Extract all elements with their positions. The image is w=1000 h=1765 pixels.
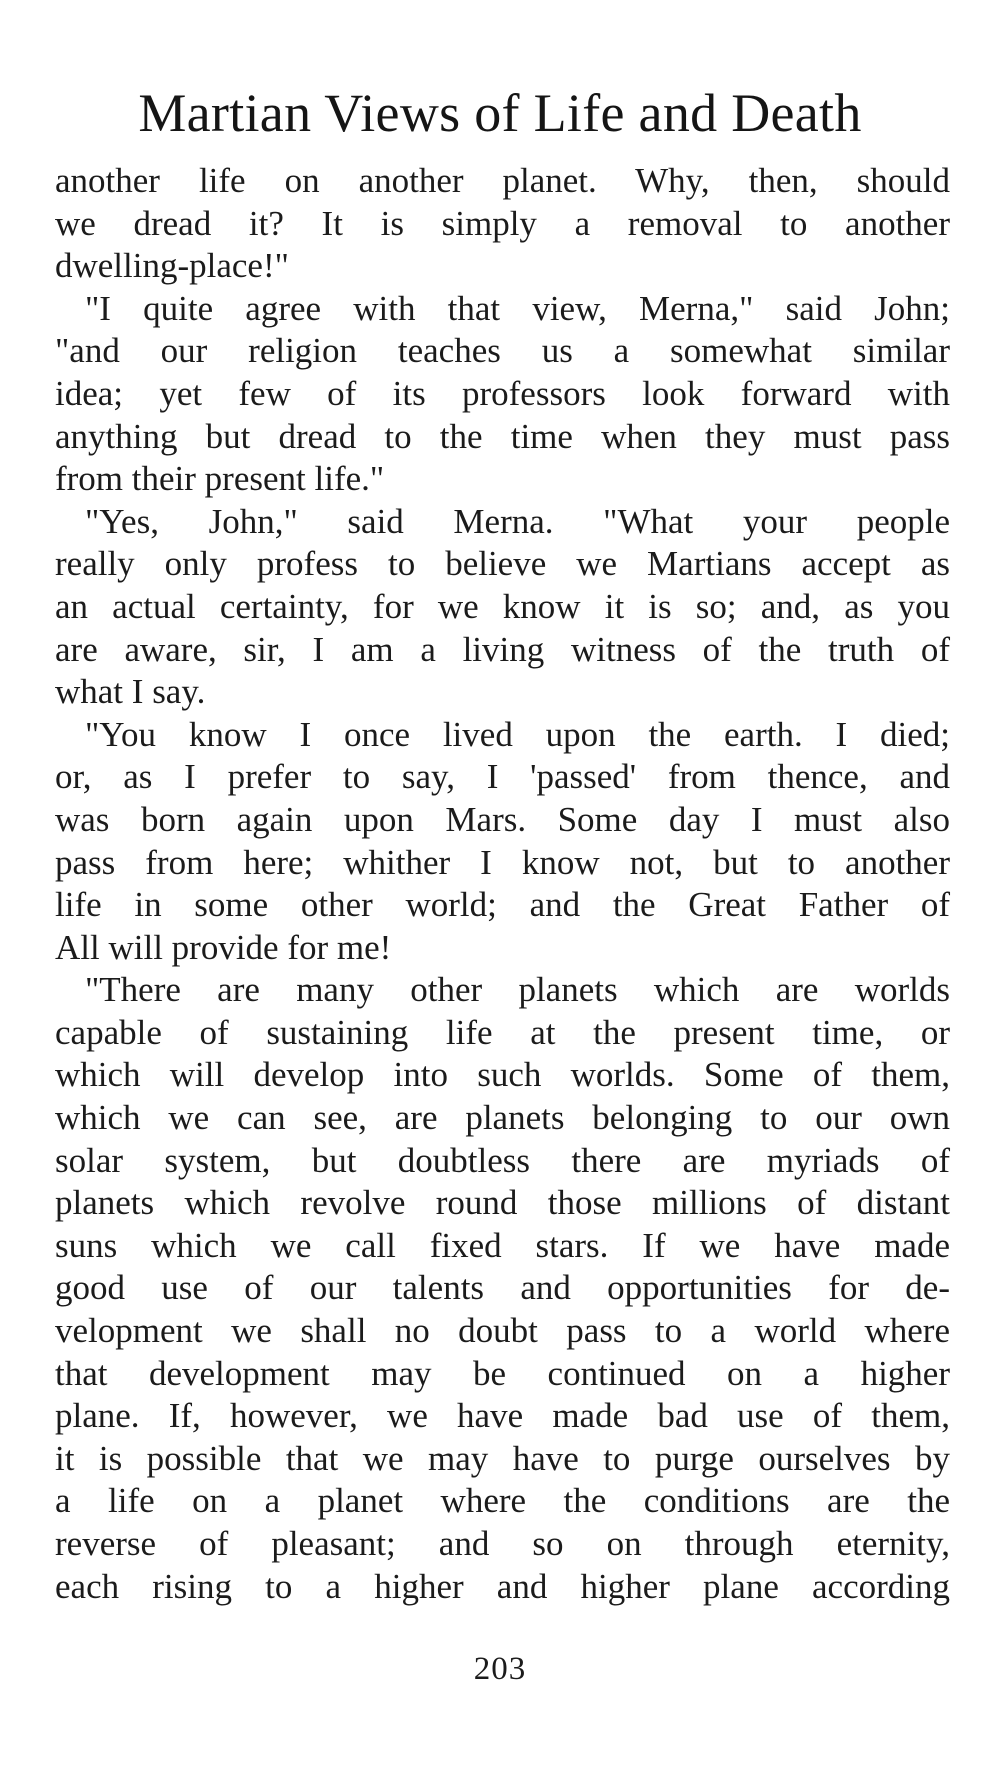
text-line: capable of sustaining life at the present time, or: [55, 1012, 950, 1052]
text-line: each rising to a higher and higher plane according: [55, 1566, 950, 1606]
text-line: planets which revolve round those millions of distant: [55, 1183, 950, 1223]
text-line: which we can see, are planets belonging to our own: [55, 1098, 950, 1138]
body-text: [55, 160, 950, 1608]
text-line: what I say.: [55, 672, 206, 712]
text-line: pass from here; whither I know not, but to another: [55, 842, 950, 882]
text-line: or, as I prefer to say, I 'passed' from thence, and: [55, 757, 950, 797]
page-number: 203: [473, 1651, 527, 1687]
text-line: velopment we shall no doubt pass to a world where: [55, 1311, 950, 1351]
text-line: suns which we call fixed stars. If we have made: [55, 1225, 950, 1265]
text-line: a life on a planet where the conditions are the: [55, 1481, 950, 1521]
text-line: "I quite agree with that view, Merna," said John;: [85, 288, 950, 328]
text-line: good use of our talents and opportunities for de-: [55, 1268, 950, 1308]
text-line: from their present life.": [55, 459, 385, 499]
text-line: it is possible that we may have to purge ourselves by: [55, 1438, 950, 1478]
text-line: anything but dread to the time when they must pass: [55, 416, 950, 456]
text-line: life in some other world; and the Great Father of: [55, 885, 950, 925]
text-line: "Yes, John," said Merna. "What your people: [85, 501, 950, 541]
text-line: plane. If, however, we have made bad use of them,: [55, 1396, 950, 1436]
text-line: an actual certainty, for we know it is so; and, as you: [55, 586, 950, 626]
text-line: "and our religion teaches us a somewhat similar: [55, 331, 950, 371]
text-line: really only profess to believe we Martians accept as: [55, 544, 950, 584]
text-line: "You know I once lived upon the earth. I died;: [85, 714, 950, 754]
text-line: which will develop into such worlds. Some of them,: [55, 1055, 950, 1095]
text-line: reverse of pleasant; and so on through eternity,: [55, 1524, 950, 1563]
text-line: that development may be continued on a higher: [55, 1353, 950, 1393]
text-line: we dread it? It is simply a removal to another: [55, 203, 950, 243]
text-line: "There are many other planets which are worlds: [85, 970, 950, 1010]
text-line: was born again upon Mars. Some day I must also: [55, 799, 950, 839]
text-line: solar system, but doubtless there are myriads of: [55, 1140, 950, 1180]
running-head: Martian Views of Life and Death: [138, 83, 862, 143]
text-line: are aware, sir, I am a living witness of the truth of: [55, 629, 950, 669]
text-line: another life on another planet. Why, then, should: [55, 161, 950, 200]
text-line: dwelling-place!": [55, 246, 289, 286]
text-line: All will provide for me!: [55, 927, 392, 967]
text-line: idea; yet few of its professors look forward with: [55, 373, 950, 413]
